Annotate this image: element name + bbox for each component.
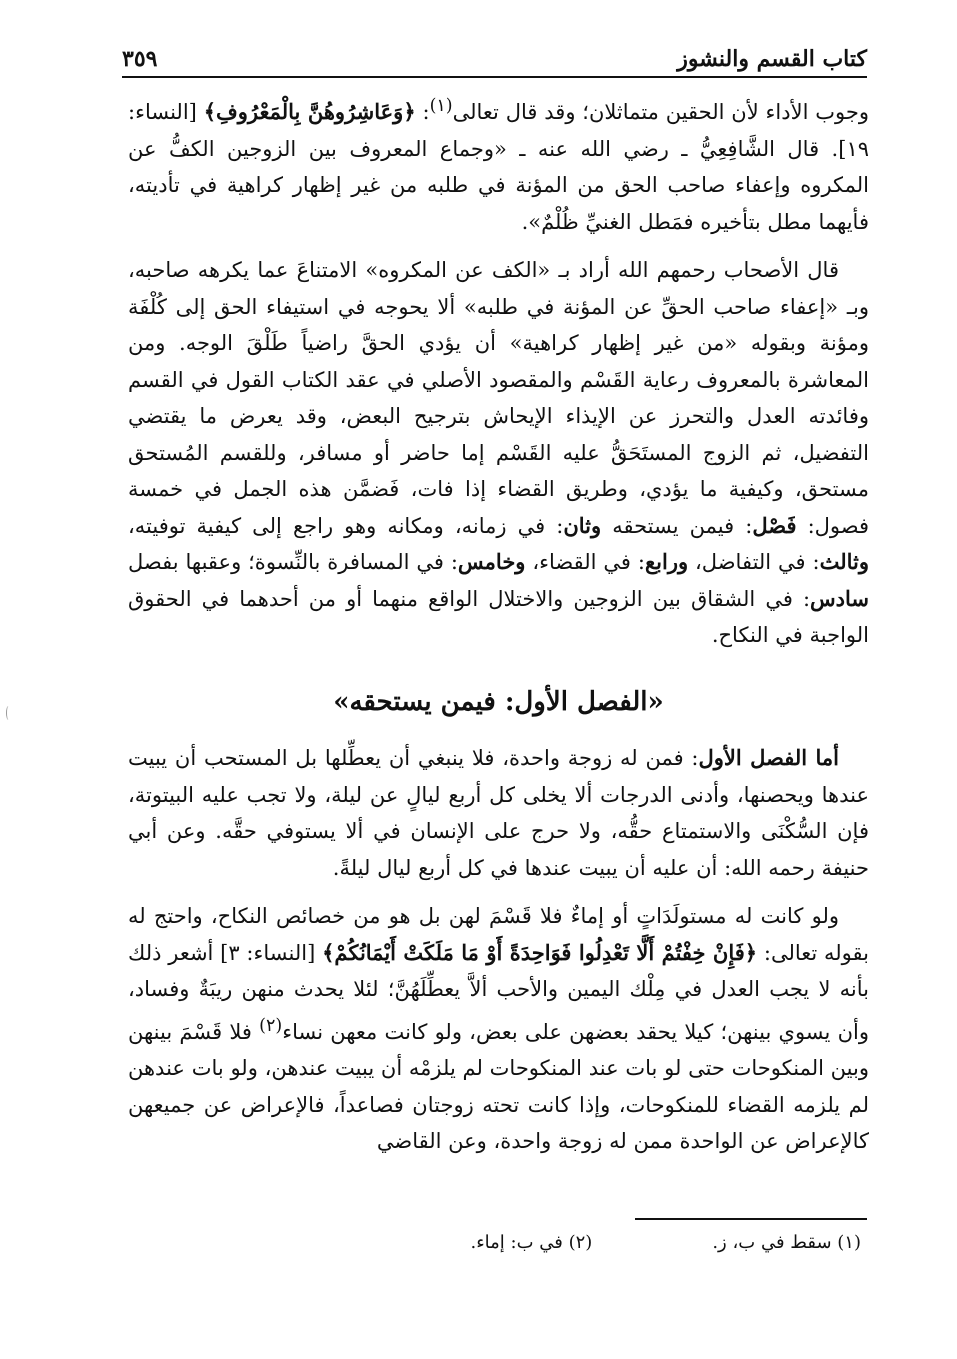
text-run: : في التفاضل، <box>688 550 820 574</box>
paragraph-1 <box>128 88 869 240</box>
footnote-ref-2: (٢) <box>259 1015 283 1036</box>
text-run: : في الشقاق بين الزوجين والاختلال الواقع منهما أو من أحدهما في الحقوق الواجبة في النكاح. <box>128 586 869 647</box>
footnote-divider <box>635 1218 867 1220</box>
term-fasl: فَصْل <box>752 512 797 538</box>
text-run: : <box>415 100 430 124</box>
page-header <box>122 32 867 78</box>
running-title: كتاب القسم والنشوز <box>677 46 867 72</box>
term-rabi: ورابع <box>644 549 689 574</box>
section-heading: «الفصل الأول: فيمن يستحقه» <box>333 686 664 717</box>
footnote-1: (١) سقط في ب، ز. <box>712 1232 861 1253</box>
text-run: قال الأصحاب رحمهم الله أراد بـ «الكف عن المكروه» الامتناعَ عما يكرهه صاحبه، وبـ «إعفاء صاحب الحقِّ عن المؤنة في طلبه» ألا يحوجه في استيفاء الحق إلى كُلْفَة ومؤنة وبقوله «من غير إظهار كراهية» أن يؤدي الحقَّ راضياً طَلْقَ الوجه. ومن المعاشرة بالمعروف رعاية القَسْم والمقصود الأصلي في عقد الكتاب القول في القسم وفائدته العدل والتحرز عن الإيذاء الإيحاش بترجيح البعض، وقد يعرض ما يقتضي التفضيل، ثم الزوج المستَحَقُّ عليه القَسْم إما حاضر أو مسافر، وللقسم المُستحق مستحق، وكيفية ما يؤدي، وطريق القضاء إذا فات، فَضمَّن هذه الجمل في خمسة فصول: <box>128 258 869 538</box>
quran-verse: ﴿وَعَاشِرُوهُنَّ بِالْمَعْرُوفِ﴾ <box>203 99 416 124</box>
text-run: : في المسافرة بالنِّسوة؛ وعقبها بفصل <box>128 550 458 574</box>
footnotes <box>120 1232 861 1253</box>
text-run: ولو كانت له مستولَدَاتٍ أو إماءٌ فلا قَسْمَ لهن بل هو من خصائص النكاح، واحتج له بقوله تعالى: <box>128 904 870 965</box>
term-thalith: وثالث <box>819 549 870 574</box>
paragraph-4 <box>128 898 869 1160</box>
footnote-2: (٢) في ب: إماء. <box>470 1232 593 1253</box>
text-run: : في زمانه، ومكانه وهو راجع إلى كيفية توفيته، <box>128 513 564 538</box>
text-run: [النساء: ٣] أشعر ذلك بأنه لا يجب العدل في مِلْك اليمين والأحب ألاَّ يعطِّلَهُنَّ؛ لئلا يحدث منهن ريبَةٌ وفساد، وأن يسوي بينهن؛ كيلا يحقد بعضهن على بعض، ولو كانت معهن نساء <box>128 940 869 1044</box>
footnote-ref-1: (١) <box>429 96 453 116</box>
lead-term: أما الفصل الأول <box>698 745 839 770</box>
paragraph-2 <box>128 252 869 654</box>
page-number: ٣٥٩ <box>122 46 158 72</box>
scan-mark <box>6 706 11 720</box>
paragraph-3 <box>128 740 869 886</box>
text-run: : فيمن يستحقه <box>601 513 753 538</box>
text-run: [النساء: ١٩]. قال الشَّافِعِيُّ ـ رضي الله عنه ـ «وجماع المعروف بين الزوجين الكفُّ عن المكروه وإعفاء صاحب الحق من المؤنة في طلبه من غير إظهار كراهية في تأديته، فأيهما مطل بتأخيره فمَطل الغنيِّ ظُلْمٌ». <box>128 100 869 234</box>
quran-verse: ﴿فَإِنْ خِفْتُمْ أَلَّا تَعْدِلُوا فَوَاحِدَةً أَوْ مَا مَلَكَتْ أَيْمَانُكُمْ﴾ <box>322 939 758 965</box>
text-run: وجوب الأداء لأن الحقين متماثلان؛ وقد قال تعالى <box>452 100 869 124</box>
text-run: : في القضاء، <box>525 550 645 574</box>
text-run: فلا قَسْمَ بينهن وبين المنكوحات حتى لو بات عند المنكوحات لم يلزمْه أن يبيت عندهن، ولو بات عندهن لم يلزمه القضاء للمنكوحات، وإذا كانت تحته زوجتان فصاعداً، فالإعراض عن جميعهن كالإعراض عن الواحدة ممن له زوجة واحدة، وعن القاضي <box>128 1019 869 1153</box>
text-run: : فمن له زوجة واحدة، فلا ينبغي أن يعطِّلها بل المستحب أن يبيت عندها ويحصنها، وأدنى الدرجات ألا يخلى كل أربع ليالٍ عن ليلة، ولا تجب عليه البيتوتة، فإن السُّكْنَى والاستمتاع حقُّه، ولا حرج على الإنسان في ألا يستوفي حقَّه. وعن أبي حنيفة رحمه الله: أن عليه أن يبيت عندها في كل أربع ليال ليلةً. <box>128 746 869 880</box>
body-text <box>128 88 869 1172</box>
term-khamis: وخامس <box>457 549 526 574</box>
term-thani: وثان <box>563 512 602 538</box>
term-sadis: سادس <box>810 585 869 611</box>
